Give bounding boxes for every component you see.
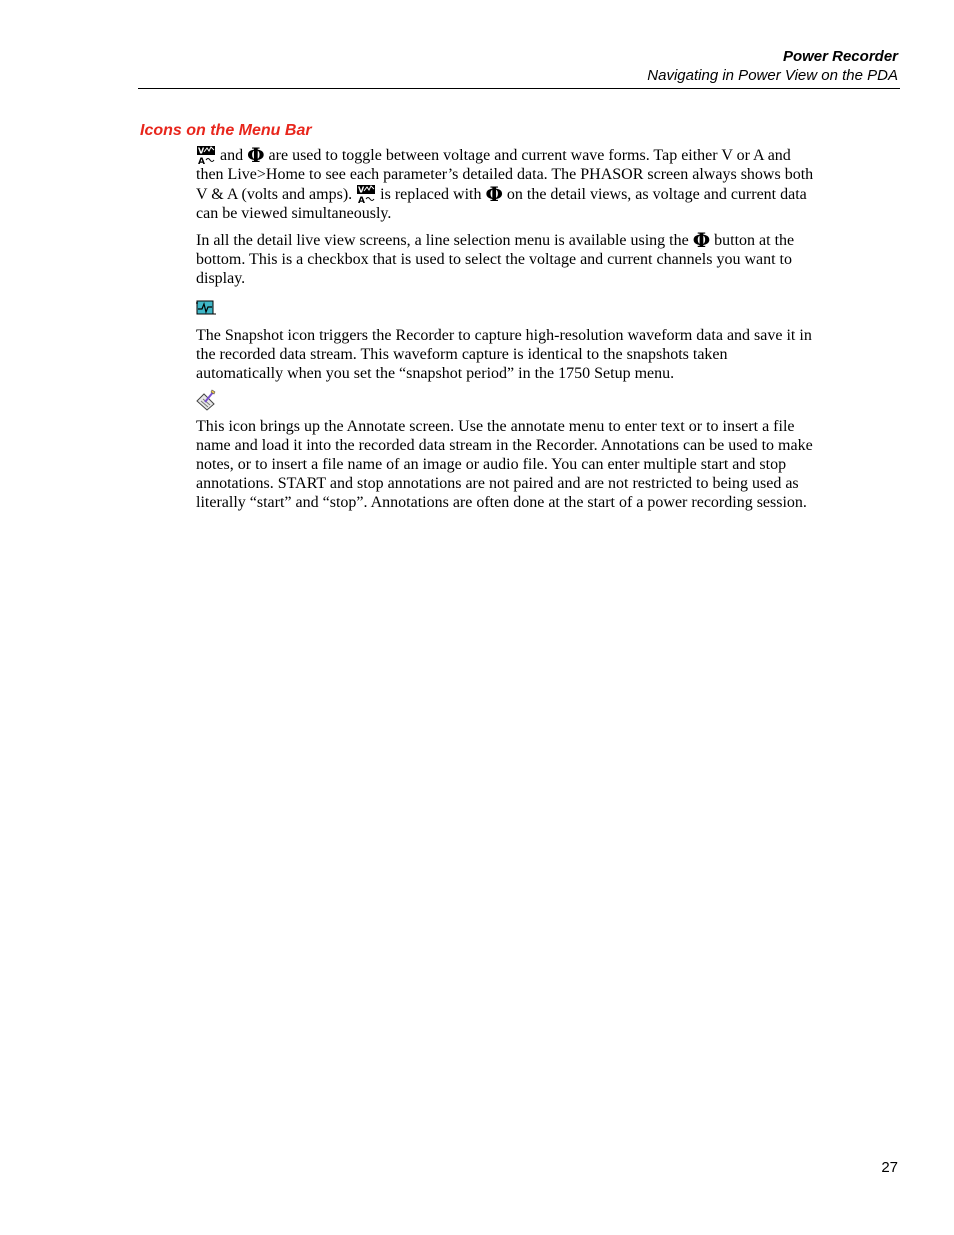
header-rule <box>138 88 900 89</box>
svg-text:A: A <box>198 157 205 165</box>
phasor-icon: Φ <box>485 182 503 206</box>
section-title: Icons on the Menu Bar <box>140 122 312 139</box>
phasor-icon: Φ <box>692 228 711 252</box>
voltage-amps-icon <box>196 145 216 165</box>
svg-text:A: A <box>358 196 366 204</box>
paragraph-line-selection <box>196 228 816 288</box>
svg-text:V: V <box>358 185 365 195</box>
p1-text-c: is replaced with <box>380 186 482 203</box>
p1-and: and <box>220 147 244 164</box>
svg-text:V: V <box>198 146 205 156</box>
running-header <box>647 47 898 85</box>
paragraph-annotate: This icon brings up the Annotate screen. Use the annotate menu to enter text or to insert a file name and load it into the recorded data stream in the Recorder. Annotations can be used to make notes, or to insert a file name of an image or audio file. You can enter multiple start and stop annotations. START and stop annotations are not paired and are not restricted to being used as literally “start” and “stop”. Annotations are often done at the start of a power recording session. <box>196 418 813 511</box>
annotate-icon-line <box>196 389 816 415</box>
header-subtitle: Navigating in Power View on the PDA <box>647 67 898 84</box>
p1-text-b: are used to toggle between voltage and current wave forms. Tap either V or A and then Live>Home to see each parameter’s detailed data. The PHASOR screen always shows both V & A (volts and amps). <box>196 147 814 203</box>
p2-text-a: In all the detail live view screens, a line selection menu is available using the <box>196 232 689 249</box>
header-title: Power Recorder <box>782 48 898 65</box>
annotate-icon <box>196 389 216 411</box>
phasor-icon: Φ <box>247 143 265 167</box>
body-text <box>196 145 816 512</box>
p2-text-b: button at the bottom. This is a checkbox that is used to select the voltage and current channels you want to display. <box>196 232 795 287</box>
page-number: 27 <box>881 1159 898 1176</box>
paragraph-snapshot: The Snapshot icon triggers the Recorder to capture high-resolution waveform data and save it in the recorded data stream. This waveform capture is identical to the snapshots taken automatically when you set the “snapshot period” in the 1750 Setup menu. <box>196 327 812 382</box>
snapshot-icon-line <box>196 298 816 320</box>
voltage-amps-icon <box>356 184 376 204</box>
p1-text-d: on the detail views, as voltage and current data can be viewed simultaneously. <box>196 186 807 222</box>
paragraph-toggle-icons <box>196 145 816 223</box>
snapshot-icon <box>196 300 216 316</box>
